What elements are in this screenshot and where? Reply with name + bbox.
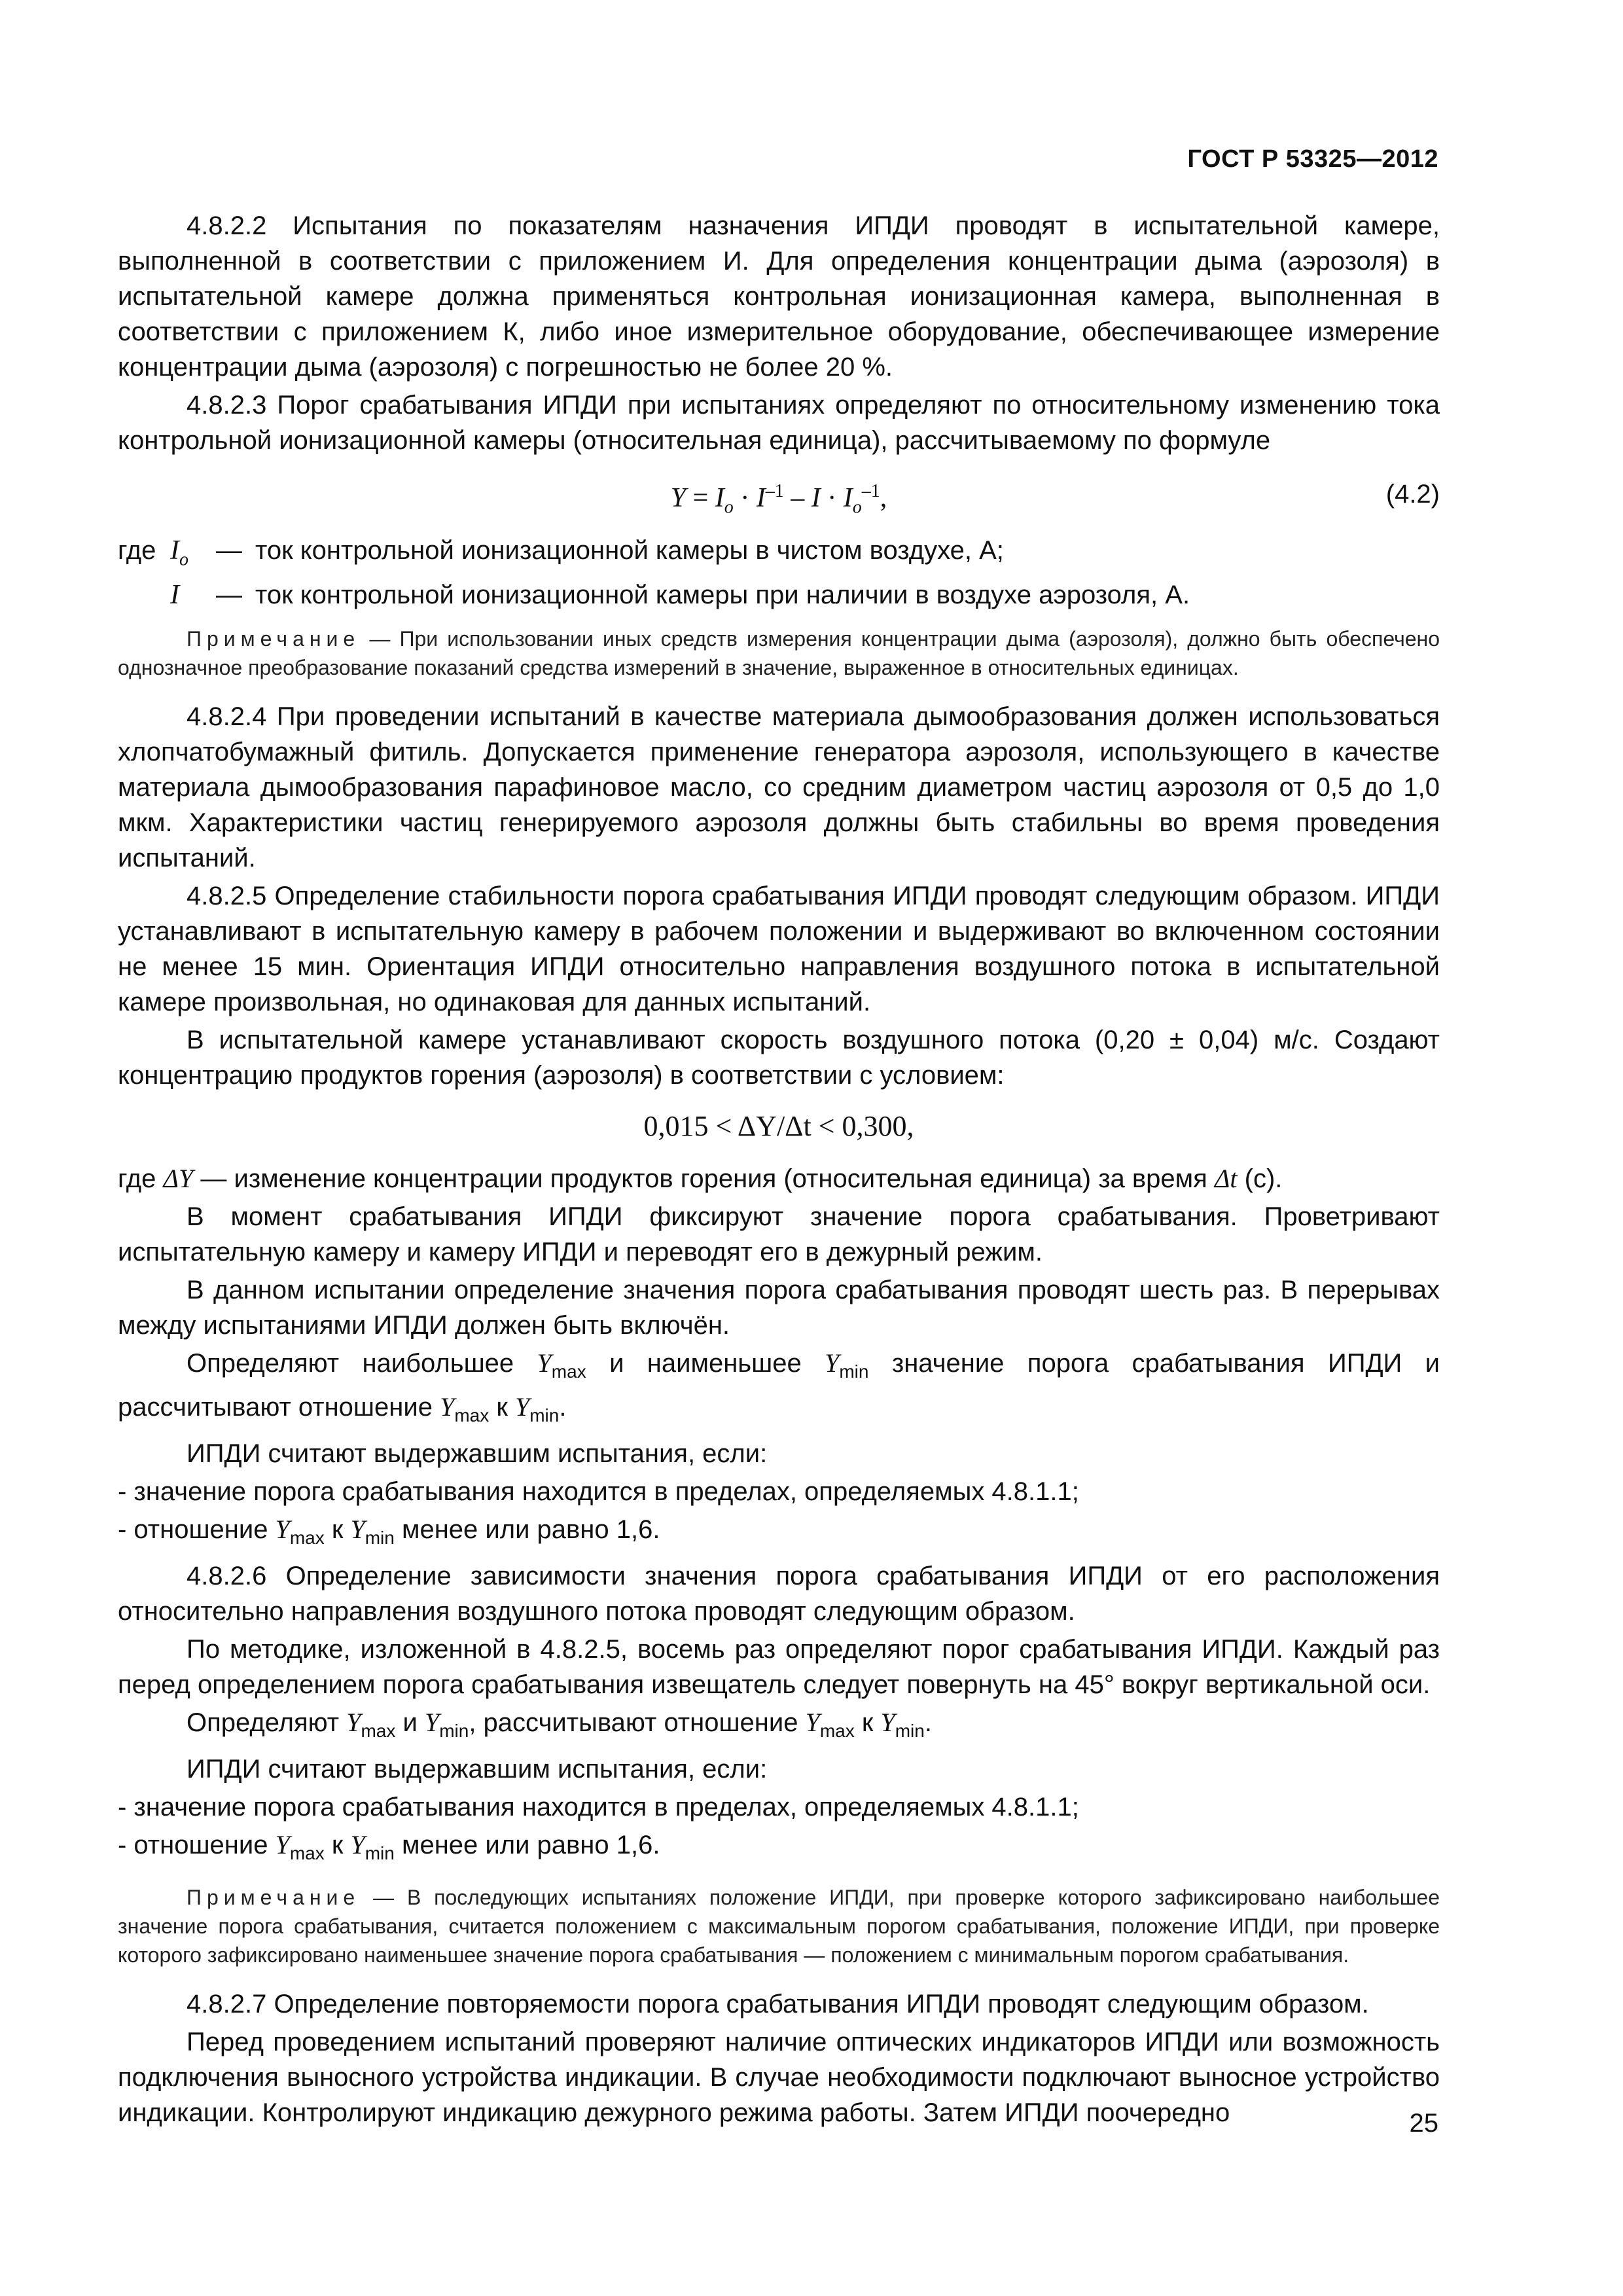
formula-4-2 [118, 467, 1440, 526]
paragraph-4-8-2-2: 4.8.2.2 Испытания по показателям назначения ИПДИ проводят в испытательной камере, выполненной в соответствии с приложением И. Для определения концентрации дыма (аэрозоля) в испытательной камере должна применяться контрольная ионизационная камера, выполненная в соответствии с приложением К, либо иное измерительное оборудование, обеспечивающее измерение концентрации дыма (аэрозоля) с погрешностью не более 20 %. [118, 211, 1440, 382]
formula-number: (4.2) [1385, 480, 1440, 509]
note-2: Примечание — В последующих испытаниях положение ИПДИ, при проверке которого зафиксировано наибольшее значение порога срабатывания, считается положением с максимальным порогом срабатывания, положение ИПДИ, при проверке которого зафиксировано наименьшее значение порога срабатывания — положением с минимальным порогом срабатывания. [118, 1886, 1440, 1967]
paragraph-air-speed: В испытательной камере устанавливают скорость воздушного потока (0,20 ± 0,04) м/с. Создают концентрацию продуктов горения (аэрозоля) в соответствии с условием: [118, 1026, 1440, 1090]
paragraph-trigger-moment: В момент срабатывания ИПДИ фиксируют значение порога срабатывания. Проветривают испытательную камеру и камеру ИПДИ и переводят его в дежурный режим. [118, 1202, 1440, 1267]
paragraph-4-8-2-7: 4.8.2.7 Определение повторяемости порога срабатывания ИПДИ проводят следующим образом. [187, 1990, 1369, 2019]
criterion-1b: - отношение $Y_{max}$ к $Y_{min}$ менее или равно 1,6. [118, 1515, 660, 1549]
paragraph-method: По методике, изложенной в 4.8.2.5, восемь раз определяют порог срабатывания ИПДИ. Каждый раз перед определением порога срабатывания извещатель следует повернуть на 45° вокруг вертикальной оси. [118, 1635, 1440, 1700]
paragraph-determine-ratio-2: Определяют $Y_{max}$ и $Y_{min}$, рассчитывают отношение $Y_{max}$ к $Y_{min}$. [187, 1708, 932, 1742]
document-body [118, 208, 1440, 2133]
paragraph-pass-criteria-1: ИПДИ считают выдержавшим испытания, если: [187, 1439, 768, 1469]
paragraph-pass-criteria-2: ИПДИ считают выдержавшим испытания, если: [187, 1755, 768, 1784]
legend-row-i: I — ток контрольной ионизационной камеры при наличии в воздухе аэрозоля, А. [170, 580, 1190, 611]
criterion-1a: - значение порога срабатывания находится в пределах, определяемых 4.8.1.1; [118, 1477, 1079, 1507]
paragraph-4-8-2-3: 4.8.2.3 Порог срабатывания ИПДИ при испытаниях определяют по относительному изменению тока контрольной ионизационной камеры (относительная единица), рассчитываемому по формуле [118, 391, 1440, 455]
condition-formula: 0,015 < ΔY/Δt < 0,300, [643, 1110, 914, 1143]
paragraph-4-8-2-6: 4.8.2.6 Определение зависимости значения порога срабатывания ИПДИ от его расположения относительно направления воздушного потока проводят следующим образом. [118, 1562, 1440, 1626]
legend-delta-y: где ΔY — изменение концентрации продуктов горения (относительная единица) за время Δt (с). [118, 1164, 1283, 1194]
paragraph-4-8-2-4: 4.8.2.4 При проведении испытаний в качестве материала дымообразования должен использоваться хлопчатобумажный фитиль. Допускается применение генератора аэрозоля, использующего в качестве материала дымообразования парафиновое масло, со средним диаметром частиц аэрозоля от 0,5 до 1,0 мкм. Характеристики частиц генерируемого аэрозоля должны быть стабильны во время проведения испытаний. [118, 702, 1440, 873]
formula-legend [118, 533, 1440, 613]
note-1: Примечание — При использовании иных средств измерения концентрации дыма (аэрозоля), должно быть обеспечено однозначное преобразование показаний средства измерений в значение, выраженное в относительных единицах. [118, 627, 1440, 680]
criterion-2b: - отношение $Y_{max}$ к $Y_{min}$ менее или равно 1,6. [118, 1830, 660, 1864]
legend-row-io: где $I_o$ — ток контрольной ионизационной камеры в чистом воздухе, А; [118, 535, 1004, 570]
paragraph-six-times: В данном испытании определение значения порога срабатывания проводят шесть раз. В перерывах между испытаниями ИПДИ должен быть включён. [118, 1276, 1440, 1340]
paragraph-4-8-2-5: 4.8.2.5 Определение стабильности порога срабатывания ИПДИ проводят следующим образом. ИПДИ устанавливают в испытательную камеру в рабочем положении и выдерживают во включенном состоянии не менее 15 мин. Ориентация ИПДИ относительно направления воздушного потока в испытательной камере произвольная, но одинаковая для данных испытаний. [118, 882, 1440, 1017]
page-number: 25 [1409, 2109, 1438, 2138]
formula-expression: $Y = I_o \cdot I^{-1} - I \cdot I_o^{-1}$, [670, 481, 887, 518]
criterion-2a: - значение порога срабатывания находится в пределах, определяемых 4.8.1.1; [118, 1793, 1079, 1822]
paragraph-determine-ratio-1: Определяют наибольшее $Y_{max}$ и наименьшее $Y_{min}$ значение порога срабатывания ИПДИ и рассчитывают отношение $Y_{max}$ к $Y_{min}$. [118, 1348, 1440, 1426]
standard-code-header: ГОСТ Р 53325—2012 [1187, 145, 1438, 173]
paragraph-before-tests: Перед проведением испытаний проверяют наличие оптических индикаторов ИПДИ или возможность подключения выносного устройства индикации. В случае необходимости подключают выносное устройство индикации. Контролируют индикацию дежурного режима работы. Затем ИПДИ поочередно [118, 2028, 1440, 2128]
